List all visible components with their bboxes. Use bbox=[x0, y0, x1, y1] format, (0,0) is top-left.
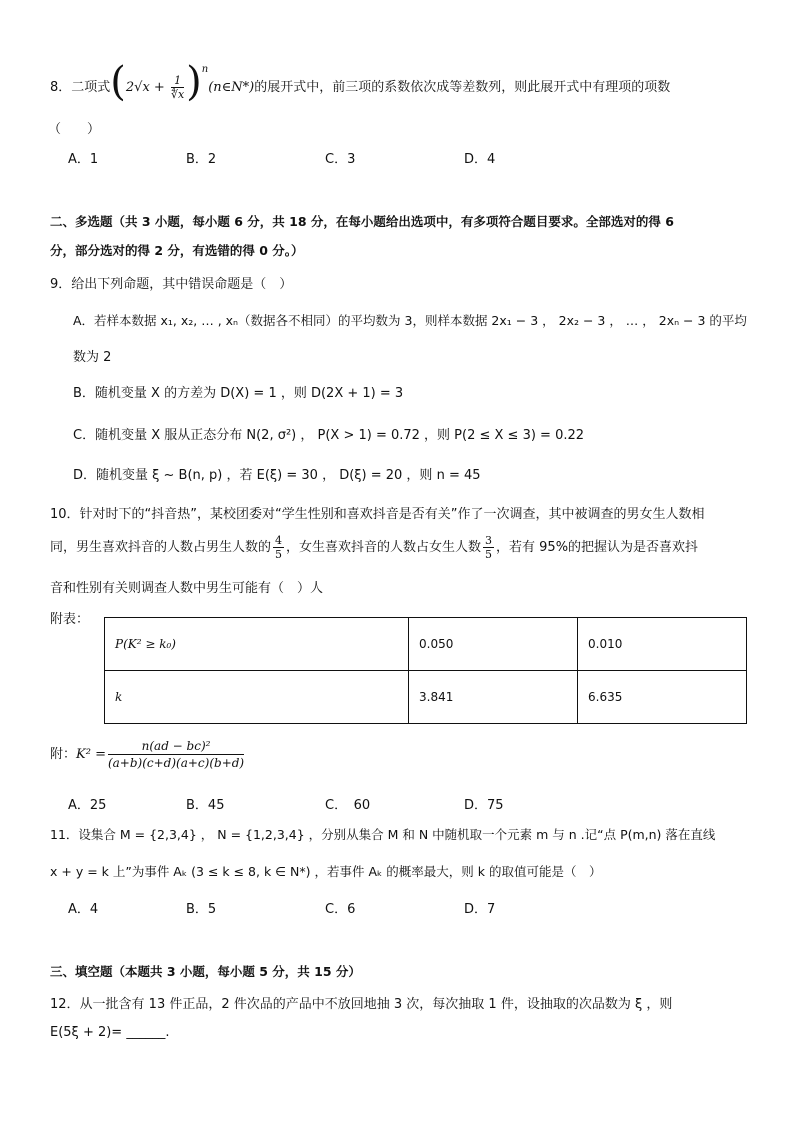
appendix-label: 附表： bbox=[50, 612, 90, 627]
question-number: 8． bbox=[50, 80, 72, 95]
option-b: B．45 bbox=[186, 798, 225, 813]
answer-paren: （ ） bbox=[48, 122, 101, 137]
q9-option-a-line2: 数为 2 bbox=[73, 350, 112, 365]
table-cell: 6.635 bbox=[578, 671, 747, 724]
binomial-expression: 2√x + bbox=[125, 80, 169, 95]
q9-option-a-line1: A．若样本数据 x₁, x₂, … , xₙ（数据各不相同）的平均数为 3，则样本数据 2x₁ − 3 ， 2x₂ − 3 ， … ， 2xₙ − 3 的平均 bbox=[73, 313, 747, 328]
question-11-line1: 11．设集合 M = {2,3,4} ， N = {1,2,3,4} ，分别从集合 M 和 N 中随机取一个元素 m 与 n .记“点 P(m,n) 落在直线 bbox=[50, 827, 716, 842]
fraction-three-fifths: $\frac{3}{5}$ bbox=[485, 534, 493, 561]
option-b: B．2 bbox=[186, 152, 217, 167]
option-b: B．5 bbox=[186, 902, 217, 917]
option-d: D．7 bbox=[464, 902, 496, 917]
table-cell: 0.050 bbox=[409, 618, 578, 671]
formula-label: 附： bbox=[50, 747, 77, 762]
section-2-header-line2: 分，部分选对的得 2 分，有选错的得 0 分。） bbox=[50, 243, 304, 258]
table-cell: 3.841 bbox=[409, 671, 578, 724]
chi-square-fraction: $\frac{\text{n(ad − bc)²}}{(a+b)(c+d)(a+c)(b+d)}$ bbox=[107, 739, 245, 770]
left-paren: ( bbox=[110, 59, 126, 105]
fraction-four-fifths: $\frac{4}{5}$ bbox=[275, 534, 283, 561]
option-c: C． 60 bbox=[325, 798, 371, 813]
option-d: D．4 bbox=[464, 152, 496, 167]
question-12-line1: 12．从一批含有 13 件正品，2 件次品的产品中不放回地抽 3 次，每次抽取 1 件，设抽取的次品数为 ξ ，则 bbox=[50, 997, 673, 1012]
option-a: A．4 bbox=[68, 902, 99, 917]
q9-option-b: B．随机变量 X 的方差为 D(X) = 1 ，则 D(2X + 1) = 3 bbox=[73, 386, 404, 401]
question-11-line2: x + y = k 上”为事件 Aₖ (3 ≤ k ≤ 8, k ∈ N*) ，若事件 Aₖ 的概率最大，则 k 的取值可能是（ ） bbox=[50, 864, 602, 879]
question-12-line2: E(5ξ + 2)= ______. bbox=[50, 1025, 170, 1040]
question-10-line1: 10．针对时下的“抖音热”，某校团委对“学生性别和喜欢抖音是否有关”作了一次调查，其中被调查的男女生人数相 bbox=[50, 507, 705, 522]
section-3-header: 三、填空题（本题共 3 小题，每小题 5 分，共 15 分） bbox=[50, 964, 361, 979]
option-c: C．3 bbox=[325, 152, 356, 167]
question-lead: 二项式 bbox=[71, 80, 111, 95]
question-10-line2: 同，男生喜欢抖音的人数占男生人数的 $\frac{4}{5}$ ，女生喜欢抖音的人数占女生人数 $\frac{3}{5}$ ，若有 95%的把握认为是否喜欢抖 bbox=[50, 534, 699, 561]
q9-option-d: D．随机变量 ξ ~ B(n, p) ，若 E(ξ) = 30 ， D(ξ) = 20 ，则 n = 45 bbox=[73, 468, 481, 483]
formula-block bbox=[50, 735, 246, 775]
option-a: A．1 bbox=[68, 152, 99, 167]
binomial-fraction: $\frac{1}{∜x}$ bbox=[170, 74, 185, 101]
question-8-stem bbox=[50, 60, 670, 106]
option-d: D．75 bbox=[464, 798, 504, 813]
question-10-line3: 音和性别有关则调查人数中男生可能有（ ）人 bbox=[50, 581, 324, 596]
right-paren: ) bbox=[186, 59, 202, 105]
q9-option-c: C．随机变量 X 服从正态分布 N(2, σ²) ， P(X > 1) = 0.72 ，则 P(2 ≤ X ≤ 3) = 0.22 bbox=[73, 428, 585, 443]
table-cell: k bbox=[105, 671, 409, 724]
domain-condition: (n∈N*) bbox=[208, 80, 255, 95]
table-cell: 0.010 bbox=[578, 618, 747, 671]
critical-value-table bbox=[104, 617, 747, 724]
question-text: 的展开式中，前三项的系数依次成等差数列，则此展开式中有理项的项数 bbox=[254, 80, 671, 95]
section-2-header-line1: 二、多选题（共 3 小题，每小题 6 分，共 18 分，在每小题给出选项中，有多项符合题目要求。全部选对的得 6 bbox=[50, 214, 674, 229]
question-9-stem: 9．给出下列命题，其中错误命题是（ ） bbox=[50, 277, 293, 292]
table-row bbox=[105, 618, 747, 671]
option-c: C．6 bbox=[325, 902, 356, 917]
table-cell: P(K² ≥ k₀) bbox=[105, 618, 409, 671]
binomial-exponent: n bbox=[201, 63, 209, 75]
formula-lhs: K² = bbox=[76, 747, 106, 762]
option-a: A．25 bbox=[68, 798, 107, 813]
table-row bbox=[105, 671, 747, 724]
